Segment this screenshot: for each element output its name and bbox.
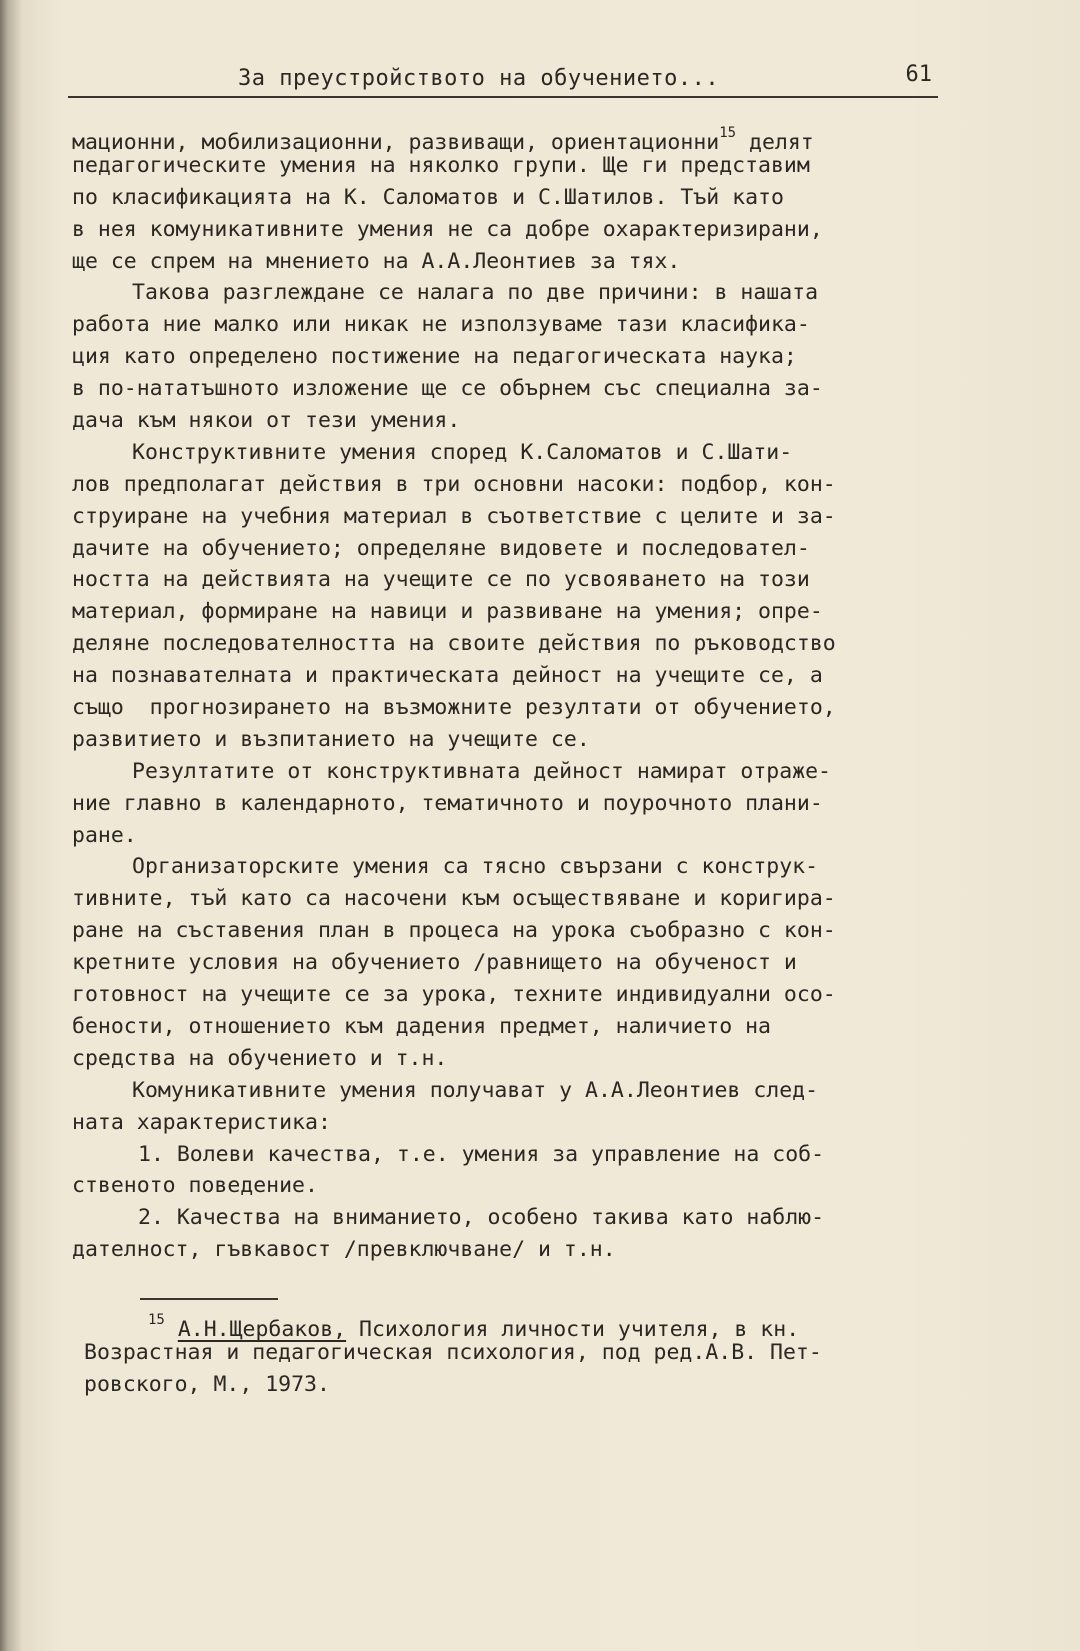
- text-line: [72, 1202, 952, 1234]
- text-line-content: ственото поведение.: [72, 1173, 318, 1199]
- text-line-content: лов предполагат действия в три основни насоки: подбор, кон-: [72, 471, 836, 497]
- text-line-continuation: делят: [736, 130, 814, 155]
- text-line-content: работа ние малко или никак не използуваме тази класифика-: [72, 312, 810, 338]
- text-line: [72, 660, 952, 692]
- text-line-content: бености, отношението към дадения предмет, наличието на: [72, 1013, 771, 1039]
- text-line-content: ция като определено постижение на педагогическата наука;: [72, 344, 797, 370]
- page-number: 61: [905, 62, 932, 87]
- text-line: [72, 501, 952, 533]
- text-line-content: средства на обучението и т.н.: [72, 1045, 448, 1071]
- text-line-content: развитието и възпитанието на учещите се.: [72, 726, 590, 752]
- text-line-content: Организаторските умения са тясно свързани с конструк-: [132, 854, 819, 880]
- text-line-content: по класификацията на К. Саломатов и С.Шатилов. Тъй като: [72, 184, 784, 210]
- text-line: [72, 596, 952, 628]
- header-title: За преустройството на обучението...: [238, 66, 720, 91]
- text-line-content: Конструктивните умения според К.Саломатов и С.Шати-: [132, 439, 793, 465]
- text-line-content: ране на съставения план в процеса на урока съобразно с кон-: [72, 918, 836, 944]
- text-line: [72, 788, 952, 820]
- text-line: [72, 851, 952, 883]
- text-line-content: ще се спрем на мнението на А.А.Леонтиев за тях.: [72, 248, 681, 274]
- text-line-content: ране.: [72, 822, 137, 848]
- footnote-divider: [140, 1298, 278, 1300]
- text-line: [72, 915, 952, 947]
- text-line-content: Резултатите от конструктивната дейност намират отраже-: [132, 758, 831, 784]
- text-line: [72, 883, 952, 915]
- text-line: [72, 309, 952, 341]
- text-line-content: Такова разглеждане се налага по две причини: в нашата: [132, 280, 819, 306]
- text-line: [72, 979, 952, 1011]
- footnote-author: А.Н.Щербаков,: [177, 1317, 347, 1342]
- footnote-line-2: Возрастная и педагогическая психология, под ред.А.В. Пет-: [84, 1339, 822, 1365]
- text-line-content: също прогнозирането на възможните резултати от обучението,: [72, 695, 836, 721]
- text-line: [72, 947, 952, 979]
- text-line-content: 1. Волеви качества, т.е. умения за управление на соб-: [138, 1141, 825, 1167]
- text-line: [72, 437, 952, 469]
- text-line-content: ността на действията на учещите се по усвояването на този: [72, 567, 810, 593]
- text-line-content: 2. Качества на вниманието, особено такива като наблю-: [138, 1205, 825, 1231]
- text-line: [72, 724, 952, 756]
- text-line: [72, 1139, 952, 1171]
- text-line-content: материал, формиране на навици и развиване на умения; опре-: [72, 599, 823, 625]
- text-line-content: Комуникативните умения получават у А.А.Леонтиев след-: [132, 1077, 819, 1103]
- text-line: [72, 820, 952, 852]
- footnote: [84, 1305, 964, 1401]
- text-line-content: дателност, гъвкавост /превключване/ и т.н.: [72, 1237, 616, 1263]
- text-line: [72, 692, 952, 724]
- footnote-line-1: [84, 1305, 964, 1342]
- text-line: [72, 1075, 952, 1107]
- footnote-mark: 15: [148, 1312, 165, 1328]
- text-line: [72, 564, 952, 596]
- text-line-content: готовност на учещите се за урока, техните индивидуални осо-: [72, 982, 836, 1008]
- text-line: [72, 150, 952, 182]
- text-line-content: деляне последователността на своите действия по ръководство: [72, 631, 836, 657]
- text-line: [72, 277, 952, 309]
- text-line: [72, 469, 952, 501]
- text-line: [72, 628, 952, 660]
- text-line: [72, 1107, 952, 1139]
- text-line-content: мационни, мобилизационни, развиващи, ориентационни: [72, 130, 720, 155]
- text-line: [72, 214, 952, 246]
- text-line: [72, 533, 952, 565]
- footnote-title: Психология личности учителя, в кн.: [346, 1317, 800, 1342]
- text-line: [72, 118, 952, 155]
- running-header: [68, 62, 938, 98]
- text-line-content: дачите на обучението; определяне видовете и последовател-: [72, 535, 810, 561]
- text-line: [72, 1170, 952, 1202]
- body-text: [72, 118, 952, 1266]
- text-line-content: педагогическите умения на няколко групи. Ще ги представим: [72, 152, 810, 178]
- text-line-content: тивните, тъй като са насочени към осъществяване и коригира-: [72, 886, 836, 912]
- text-line-content: на познавателната и практическата дейност на учещите се, а: [72, 663, 823, 689]
- text-line: [72, 246, 952, 278]
- text-line-content: струиране на учебния материал в съответствие с целите и за-: [72, 503, 836, 529]
- text-line: [72, 756, 952, 788]
- text-line-content: кретните условия на обучението /равнището на обученост и: [72, 950, 797, 976]
- text-line: [72, 341, 952, 373]
- text-line: [72, 182, 952, 214]
- text-line: [72, 1234, 952, 1266]
- text-line: [72, 1043, 952, 1075]
- text-line-content: в по-нататъшното изложение ще се обърнем със специална за-: [72, 376, 823, 402]
- text-line-content: ние главно в календарното, тематичното и поурочното плани-: [72, 790, 823, 816]
- text-line: [72, 1011, 952, 1043]
- footnote-line-3: ровского, М., 1973.: [84, 1371, 330, 1397]
- text-line-content: дача към някои от тези умения.: [72, 408, 461, 434]
- text-line: [72, 405, 952, 437]
- text-line-content: в нея комуникативните умения не са добре охарактеризирани,: [72, 216, 823, 242]
- text-line-content: ната характеристика:: [72, 1109, 331, 1135]
- footnote-reference: 15: [719, 125, 737, 141]
- text-line: [72, 373, 952, 405]
